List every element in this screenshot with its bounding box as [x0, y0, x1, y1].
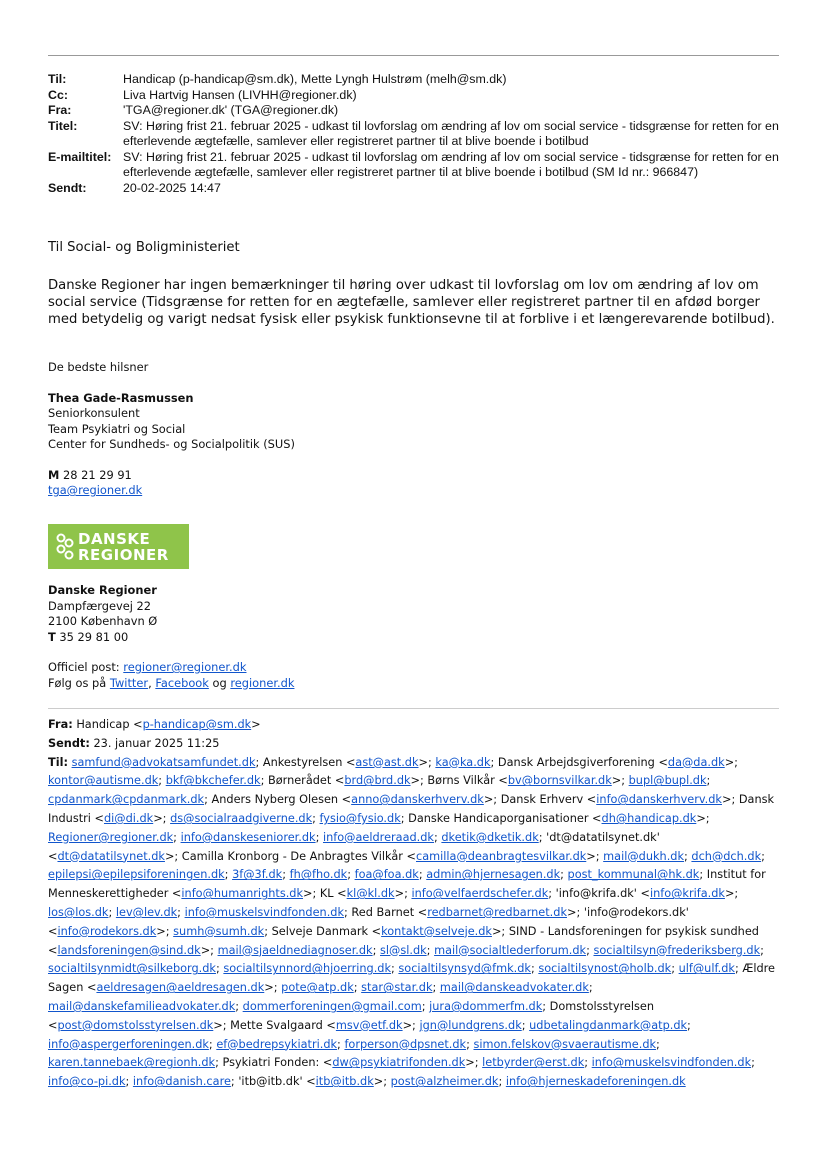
recipient-email-link[interactable]: simon.felskov@svaerautisme.dk: [473, 1037, 657, 1051]
recipient-email-link[interactable]: udbetalingdanmark@atp.dk: [529, 1018, 688, 1032]
recipient-text: ;: [418, 868, 427, 882]
recipient-text: ; Børnerådet <: [260, 774, 345, 788]
recipient-email-link[interactable]: ka@ka.dk: [435, 755, 491, 769]
recipient-text: ;: [158, 774, 166, 788]
twitter-link[interactable]: Twitter: [109, 675, 149, 690]
recipient-email-link[interactable]: info@hjerneskadeforeningen.dk: [505, 1075, 686, 1089]
recipient-text: ; Ældre Sagen <: [48, 962, 776, 995]
recipient-text: ;: [173, 830, 181, 844]
greeting: Til Social- og Boligministeriet: [48, 240, 240, 255]
recipient-text: >; Dansk Industri <: [48, 793, 775, 825]
recipient-text: ;: [530, 962, 539, 976]
recipient-text: ; Institut for Menneskerettigheder <: [48, 868, 766, 901]
header-key: Fra:: [48, 103, 72, 117]
logo-text: [78, 531, 169, 563]
follow-og: og: [212, 675, 227, 690]
recipient-text: >; KL <: [303, 887, 347, 901]
recipient-text: ;: [433, 830, 442, 844]
recipient-email-link[interactable]: socialtilsynsyd@fmk.dk: [398, 962, 531, 976]
recipient-text: ;: [586, 943, 594, 957]
recipient-text: ;: [312, 811, 320, 825]
recipient-email-link[interactable]: post@alzheimer.dk: [390, 1075, 499, 1089]
recipient-email-link[interactable]: ulf@ulf.dk: [678, 962, 735, 976]
recipient-text: >;: [200, 943, 218, 957]
recipient-text: ; 'info@krifa.dk' <: [548, 887, 650, 901]
recipient-text: ;: [347, 868, 355, 882]
recipient-text: ;: [684, 849, 692, 863]
forwarded-message: [48, 716, 783, 1092]
recipient-email-link[interactable]: kl@kl.dk: [346, 887, 395, 901]
recipient-text: >; Dansk Erhverv <: [483, 793, 597, 807]
org-block: [48, 583, 788, 691]
recipient-email-link[interactable]: landsforeningen@sind.dk: [57, 943, 201, 957]
recipient-text: ;: [224, 868, 233, 882]
recipient-email-link[interactable]: ast@ast.dk: [355, 755, 419, 769]
body-paragraph: Danske Regioner har ingen bemærkninger til høring over udkast til lovforslag om lov om ændring af lov om social service (Tidsgrænse for retten for en ægtefælle, samlever eller registreret partner til en afdød borger med betydelig og varigt nedsat fysisk eller psykisk funktionsevne til at forblive i et længerevarende botilbud).: [48, 278, 775, 327]
recipient-email-link[interactable]: mail@dukh.dk: [603, 849, 685, 863]
header-value: Liva Hartvig Hansen (LIVHH@regioner.dk): [123, 87, 357, 102]
recipient-email-link[interactable]: Regioner@regioner.dk: [48, 830, 174, 844]
recipient-email-link[interactable]: mail@sjaeldnediagnoser.dk: [217, 943, 373, 957]
danske-regioner-logo: [48, 524, 189, 569]
recipient-text: ; Domstolsstyrelsen <: [48, 999, 655, 1032]
forward-sent-value: 23. januar 2025 11:25: [93, 736, 220, 750]
official-email-link[interactable]: regioner@regioner.dk: [123, 660, 247, 674]
forward-separator: [48, 708, 779, 709]
recipient-email-link[interactable]: star@star.dk: [361, 981, 433, 995]
recipient-text: ;: [426, 943, 435, 957]
recipient-email-link[interactable]: info@danskeseniorer.dk: [180, 830, 316, 844]
forward-from: [48, 716, 783, 735]
recipient-text: ; 'dt@datatilsynet.dk' <: [48, 830, 660, 863]
recipient-text: ;: [282, 868, 290, 882]
signature-email-link[interactable]: tga@regioner.dk: [48, 483, 143, 497]
recipient-text: ;: [432, 981, 440, 995]
official-label: Officiel post:: [48, 660, 120, 674]
forward-from-text: Handicap <: [76, 718, 143, 731]
header-key: Titel:: [48, 118, 78, 133]
recipient-email-link[interactable]: ds@socialraadgiverne.dk: [170, 811, 313, 825]
recipient-email-link[interactable]: info@aeldreraad.dk: [323, 830, 434, 844]
recipient-text: ;: [687, 1018, 691, 1032]
recipient-text: >; SIND - Landsforeningen for psykisk sundhed <: [48, 924, 759, 957]
mobile-number: 28 21 29 91: [62, 467, 132, 482]
recipient-text: >; Børns Vilkår <: [410, 774, 508, 788]
recipient-email-link[interactable]: bv@bornsvilkar.dk: [507, 774, 612, 788]
recipient-email-link[interactable]: bkf@bkchefer.dk: [165, 774, 261, 788]
recipient-text: ;: [125, 1075, 133, 1089]
recipient-email-link[interactable]: mail@danskefamilieadvokater.dk: [48, 999, 236, 1013]
header-key: Til:: [48, 72, 67, 86]
recipient-email-link[interactable]: 3f@3f.dk: [232, 868, 283, 882]
logo-line2: REGIONER: [78, 546, 169, 564]
recipient-email-link[interactable]: sumh@sumh.dk: [173, 924, 265, 938]
recipient-email-link[interactable]: info@muskelsvindfonden.dk: [591, 1056, 752, 1070]
signature-block: [48, 360, 788, 499]
signature-center: Center for Sundheds- og Socialpolitik (SUS): [48, 437, 295, 451]
header-value: Handicap (p-handicap@sm.dk), Mette Lyngh Hulstrøm (melh@sm.dk): [123, 72, 507, 86]
official-post: [48, 660, 788, 676]
recipient-email-link[interactable]: los@los.dk: [48, 905, 109, 919]
recipient-text: >;: [394, 887, 412, 901]
recipient-email-link[interactable]: dch@dch.dk: [691, 849, 762, 863]
logo-mark-icon: [56, 533, 74, 561]
recipient-text: >;: [724, 887, 739, 901]
recipient-email-link[interactable]: forperson@dpsnet.dk: [344, 1037, 467, 1051]
recipient-email-link[interactable]: info@krifa.dk: [649, 887, 725, 901]
recipient-text: >;: [153, 811, 171, 825]
header-key: Cc:: [48, 87, 68, 102]
header-value: 'TGA@regioner.dk' (TGA@regioner.dk): [123, 103, 339, 117]
recipient-email-link[interactable]: dh@handicap.dk: [601, 811, 697, 825]
recipient-text: ;: [656, 1037, 660, 1051]
recipient-text: ;: [498, 1075, 506, 1089]
recipient-email-link[interactable]: info@muskelsvindfonden.dk: [184, 905, 345, 919]
signature-title: Seniorkonsulent: [48, 406, 140, 420]
recipient-text: >;: [611, 774, 629, 788]
recipient-text: ;: [760, 943, 764, 957]
header-row-to: [48, 72, 783, 88]
recipient-email-link[interactable]: letbyrder@erst.dk: [482, 1056, 585, 1070]
recipient-email-link[interactable]: info@aspergerforeningen.dk: [48, 1037, 209, 1051]
recipient-text: ;: [466, 1037, 474, 1051]
recipient-email-link[interactable]: sl@sl.dk: [380, 943, 427, 957]
header-rule: [48, 55, 779, 56]
recipient-email-link[interactable]: foa@foa.dk: [354, 868, 419, 882]
follow-us: [48, 676, 788, 692]
mobile-label: M: [48, 467, 60, 482]
recipient-text: ;: [315, 830, 323, 844]
recipient-text: >; 'info@rodekors.dk' <: [48, 905, 689, 938]
header-key: E-mailtitel:: [48, 149, 112, 164]
header-row-from: [48, 103, 783, 119]
recipient-text: ; Anders Nyberg Olesen <: [204, 793, 352, 807]
recipient-text: ;: [337, 1037, 345, 1051]
recipient-email-link[interactable]: jura@dommerfm.dk: [429, 999, 543, 1013]
recipient-email-link[interactable]: cpdanmark@cpdanmark.dk: [48, 793, 205, 807]
signature-mobile: [48, 468, 788, 484]
forward-sent-label: Sendt:: [48, 736, 90, 750]
recipient-text: ;: [215, 962, 224, 976]
org-phone: [48, 630, 788, 646]
recipient-email-link[interactable]: socialtilsynnord@hjoerring.dk: [223, 962, 392, 976]
recipient-text: ; 'itb@itb.dk' <: [230, 1075, 316, 1089]
recipient-email-link[interactable]: epilepsi@epilepsiforeningen.dk: [48, 868, 225, 882]
recipient-text: ;: [521, 1018, 530, 1032]
header-row-title: [48, 119, 783, 150]
recipient-text: ;: [108, 905, 116, 919]
recipient-email-link[interactable]: admin@hjernesagen.dk: [426, 868, 561, 882]
recipient-text: ;: [208, 1037, 217, 1051]
recipient-email-link[interactable]: da@da.dk: [667, 755, 725, 769]
recipient-text: ; Psykiatri Fonden: <: [215, 1056, 333, 1070]
recipient-email-link[interactable]: dommerforeningen@gmail.com: [242, 999, 422, 1013]
follow-label: Følg os på: [48, 675, 107, 690]
follow-comma: ,: [148, 675, 152, 690]
recipient-email-link[interactable]: pote@atp.dk: [281, 981, 354, 995]
closing: De bedste hilsner: [48, 360, 149, 374]
recipient-text: ; Danske Handicaporganisationer <: [400, 811, 602, 825]
recipient-text: ;: [235, 999, 243, 1013]
recipient-text: >;: [402, 1018, 420, 1032]
recipient-text: >; Camilla Kronborg - De Anbragtes Vilkår <: [164, 849, 416, 863]
recipient-text: ;: [588, 981, 593, 995]
recipient-email-link[interactable]: info@humanrights.dk: [181, 887, 304, 901]
recipient-email-link[interactable]: aeldresagen@aeldresagen.dk: [96, 981, 265, 995]
recipient-text: ;: [751, 1056, 755, 1070]
recipient-email-link[interactable]: post@domstolsstyrelsen.dk: [57, 1018, 214, 1032]
recipient-text: ; Dansk Arbejdsgiverforening <: [490, 755, 668, 769]
recipient-email-link[interactable]: brd@brd.dk: [344, 774, 411, 788]
recipient-email-link[interactable]: dketik@dketik.dk: [441, 830, 539, 844]
recipient-text: >; Mette Svalgaard <: [213, 1018, 336, 1032]
forward-to: [48, 754, 783, 1092]
recipient-email-link[interactable]: mail@socialtlederforum.dk: [434, 943, 587, 957]
header-value: SV: Høring frist 21. februar 2025 - udkast til lovforslag om ændring af lov om social service - tidsgrænse for retten for en efterlevende ægtefælle, samlever eller registreret partner til at blive boende i botilbud: [123, 118, 779, 148]
recipient-email-link[interactable]: fh@fho.dk: [289, 868, 348, 882]
header-value: 20-02-2025 14:47: [123, 180, 221, 195]
forward-to-label: Til:: [48, 755, 68, 769]
recipient-email-link[interactable]: itb@itb.dk: [315, 1075, 374, 1089]
phone-label: T: [48, 629, 56, 644]
recipient-email-link[interactable]: fysio@fysio.dk: [319, 811, 401, 825]
forward-sent: [48, 735, 783, 754]
recipient-text: >;: [373, 1075, 391, 1089]
recipient-email-link[interactable]: mail@danskeadvokater.dk: [439, 981, 589, 995]
recipient-email-link[interactable]: anno@danskerhverv.dk: [351, 793, 484, 807]
recipient-text: ;: [372, 943, 381, 957]
recipient-email-link[interactable]: info@danish.care: [132, 1075, 231, 1089]
recipient-text: ;: [706, 774, 711, 788]
header-row-sent: [48, 181, 783, 197]
org-name: Danske Regioner: [48, 583, 157, 597]
signature-name: Thea Gade-Rasmussen: [48, 390, 194, 405]
recipient-email-link[interactable]: kontor@autisme.dk: [48, 774, 159, 788]
recipient-list: [48, 756, 775, 1089]
header-row-cc: [48, 88, 783, 104]
recipient-text: ;: [421, 999, 430, 1013]
recipient-text: ;: [761, 849, 765, 863]
org-city: 2100 København Ø: [48, 614, 158, 628]
forward-from-end: >: [251, 718, 261, 731]
recipient-email-link[interactable]: info@danskerhverv.dk: [596, 793, 722, 807]
recipient-text: ;: [584, 1056, 592, 1070]
recipient-text: ; Red Barnet <: [344, 905, 428, 919]
site-link[interactable]: regioner.dk: [230, 675, 295, 690]
recipient-text: >;: [264, 981, 282, 995]
forward-from-label: Fra:: [48, 718, 73, 731]
recipient-email-link[interactable]: post_kommunal@hk.dk: [567, 868, 700, 882]
recipient-email-link[interactable]: info@velfaerdschefer.dk: [411, 887, 549, 901]
recipient-text: >;: [418, 755, 436, 769]
recipient-email-link[interactable]: redbarnet@redbarnet.dk: [427, 905, 567, 919]
recipient-email-link[interactable]: karen.tannebaek@regionh.dk: [48, 1056, 216, 1070]
recipient-email-link[interactable]: socialtilsyn@frederiksberg.dk: [593, 943, 761, 957]
recipient-email-link[interactable]: jgn@lundgrens.dk: [419, 1018, 522, 1032]
header-row-email-title: [48, 150, 783, 181]
recipient-email-link[interactable]: kontakt@selveje.dk: [381, 924, 492, 938]
recipient-text: ;: [391, 962, 399, 976]
recipient-text: >;: [724, 755, 738, 769]
recipient-email-link[interactable]: samfund@advokatsamfundet.dk: [71, 755, 256, 769]
recipient-email-link[interactable]: info@co-pi.dk: [48, 1075, 126, 1089]
recipient-email-link[interactable]: info@rodekors.dk: [57, 924, 157, 938]
recipient-text: >;: [465, 1056, 483, 1070]
recipient-text: >;: [586, 849, 604, 863]
recipient-email-link[interactable]: socialtilsynmidt@silkeborg.dk: [48, 962, 216, 976]
facebook-link[interactable]: Facebook: [155, 675, 209, 690]
recipient-text: ;: [671, 962, 679, 976]
header-key: Sendt:: [48, 180, 87, 195]
recipient-email-link[interactable]: dw@psykiatrifonden.dk: [332, 1056, 466, 1070]
recipient-email-link[interactable]: bupl@bupl.dk: [628, 774, 707, 788]
recipient-email-link[interactable]: camilla@deanbragtesvilkar.dk: [416, 849, 587, 863]
recipient-text: ; Selveje Danmark <: [264, 924, 382, 938]
recipient-email-link[interactable]: dt@datatilsynet.dk: [57, 849, 165, 863]
forward-from-email[interactable]: p-handicap@sm.dk: [142, 718, 252, 731]
signature-team: Team Psykiatri og Social: [48, 421, 186, 436]
recipient-email-link[interactable]: ef@bedrepsykiatri.dk: [216, 1037, 338, 1051]
phone-number: 35 29 81 00: [59, 629, 129, 644]
recipient-text: ; Ankestyrelsen <: [255, 755, 356, 769]
recipient-text: ;: [177, 905, 185, 919]
header-value: SV: Høring frist 21. februar 2025 - udkast til lovforslag om ændring af lov om social service - tidsgrænse for retten for en efterlevende ægtefælle, samlever eller registreret partner til at blive boende i botilbud (SM Id nr.: 966847): [123, 149, 779, 179]
recipient-text: ;: [560, 868, 568, 882]
logo-line1: DANSKE: [78, 530, 151, 548]
email-header: [48, 72, 783, 196]
recipient-email-link[interactable]: di@di.dk: [103, 811, 154, 825]
recipient-text: ;: [353, 981, 362, 995]
recipient-text: >;: [156, 924, 174, 938]
recipient-email-link[interactable]: lev@lev.dk: [115, 905, 178, 919]
recipient-email-link[interactable]: socialtilsynost@holb.dk: [538, 962, 672, 976]
org-street: Dampfærgevej 22: [48, 598, 152, 613]
recipient-text: >;: [696, 811, 710, 825]
recipient-email-link[interactable]: msv@etf.dk: [335, 1018, 403, 1032]
